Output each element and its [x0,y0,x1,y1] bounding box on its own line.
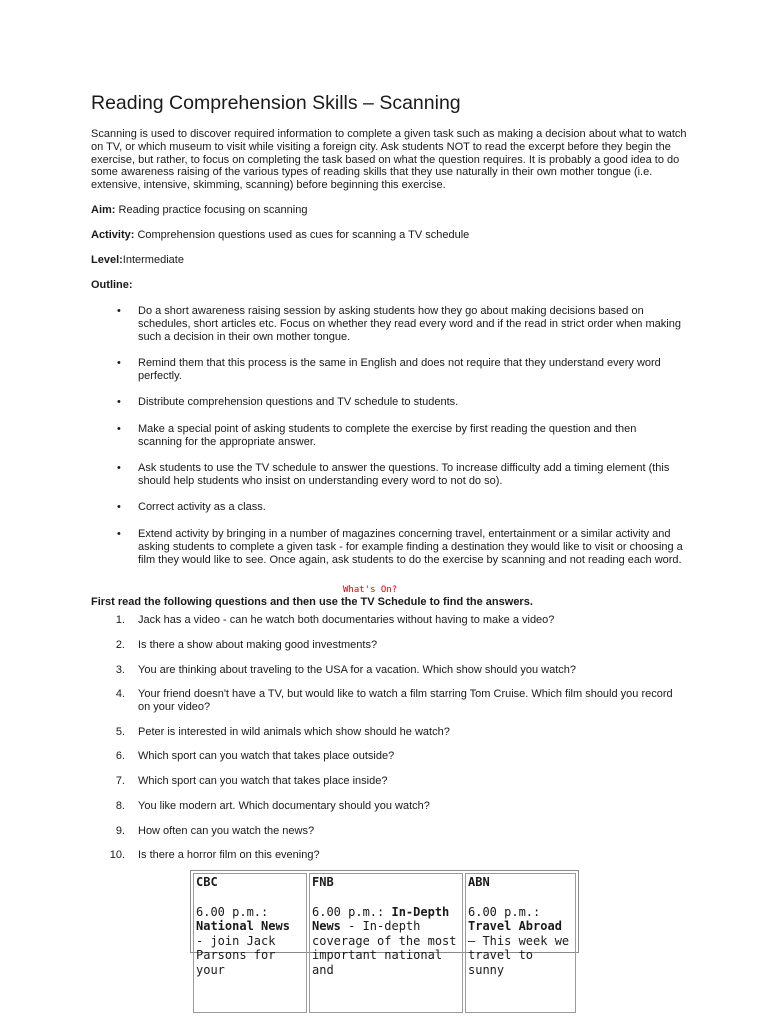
question-number: 3. [115,664,125,676]
show-title: National News [196,919,290,934]
level-label: Level: [91,254,123,266]
outline-bullet: Ask students to use the TV schedule to answer the questions. To increase difficulty add a timing element (this should help students who insist on understanding every word to not do so). [138,462,670,487]
aim-line [91,204,307,216]
schedule-column-abn [465,873,576,1013]
schedule-column-cbc [193,873,307,1013]
level-value: Intermediate [122,254,184,266]
question-text: Is there a show about making good investments? [138,639,378,651]
show-time: 6.00 p.m.: [196,904,269,919]
show-time: 6.00 p.m.: [468,904,541,919]
show-time: 6.00 p.m.: [312,904,392,919]
question-text: You like modern art. Which documentary should you watch? [138,800,430,812]
intro-paragraph: Scanning is used to discover required information to complete a given task such as making a decision about what to watch on TV, or which museum to visit while visiting a foreign city. Ask students NOT to read the excerpt before they begin the exercise, but rather, to focus on completing the task based on what the question requires. It is probably a good idea to do some awareness raising of the various types of reading skills that they use naturally in their own mother tongue (i.e. extensive, intensive, skimming, scanning) before beginning this exercise. [91,128,687,192]
show-title: In-Depth News [312,904,450,934]
outline-bullet: Do a short awareness raising session by asking students how they go about making decisions based on schedules, short articles etc. Focus on whether they read every word and if the read in strict order when making such a decision in their own mother tongue. [138,305,681,343]
question-number: 8. [115,800,125,812]
activity-label: Activity: [91,229,135,241]
question-text: Jack has a video - can he watch both documentaries without having to make a video? [138,614,555,626]
tv-schedule-table [190,870,579,977]
show-description: - join Jack Parsons for your [196,933,276,977]
outline-bullet: Make a special point of asking students to complete the exercise by first reading the question and then scanning for the appropriate answer. [138,423,637,448]
outline-bullet: Correct activity as a class. [138,501,266,513]
outline-heading [91,279,133,291]
channel-name: FNB [312,875,334,889]
outline-bullet: Extend activity by bringing in a number of magazines concerning travel, entertainment or a similar activity and asking students to complete a given task - for example finding a destination they would like to visit or choosing a film they would like to see. Once again, ask students to do the exercise by scanning and not reading each word. [138,528,683,566]
outline-bullet: Remind them that this process is the same in English and does not require that they understand every word perfectly. [138,357,661,382]
bullet-marker: • [117,501,121,513]
schedule-column-fnb [309,873,463,1013]
question-number: 10. [109,849,125,861]
question-text: Which sport can you watch that takes place inside? [138,775,388,787]
question-text: Is there a horror film on this evening? [138,849,320,861]
question-number: 4. [115,688,125,700]
whats-on-heading: What's On? [343,585,398,595]
question-number: 5. [115,726,125,738]
activity-line [91,229,469,241]
show-description: - In-depth coverage of the most important national and [312,919,457,977]
question-text: How often can you watch the news? [138,825,315,837]
question-number: 2. [115,639,125,651]
instruction-line: First read the following questions and then use the TV Schedule to find the answers. [91,596,533,608]
question-number: 1. [115,614,125,626]
bullet-marker: • [117,305,121,317]
bullet-marker: • [117,528,121,540]
question-text: Your friend doesn't have a TV, but would like to watch a film starring Tom Cruise. Which film should you record on your video? [138,688,673,713]
outline-bullet: Distribute comprehension questions and TV schedule to students. [138,396,459,408]
aim-label: Aim: [91,204,116,216]
activity-value: Comprehension questions used as cues for scanning a TV schedule [134,229,470,241]
bullet-marker: • [117,396,121,408]
bullet-marker: • [117,462,121,474]
page-title: Reading Comprehension Skills – Scanning [91,92,461,114]
question-number: 9. [115,825,125,837]
question-text: You are thinking about traveling to the USA for a vacation. Which show should you watch? [138,664,577,676]
level-line [91,254,184,266]
show-title: Travel Abroad [468,919,562,934]
channel-name: CBC [196,875,218,889]
bullet-marker: • [117,423,121,435]
question-text: Which sport can you watch that takes place outside? [138,750,395,762]
channel-name: ABN [468,875,490,889]
question-text: Peter is interested in wild animals which show should he watch? [138,726,450,738]
aim-value: Reading practice focusing on scanning [115,204,308,216]
bullet-marker: • [117,357,121,369]
question-number: 7. [115,775,125,787]
outline-label: Outline: [91,279,133,291]
question-number: 6. [115,750,125,762]
show-description: – This week we travel to sunny [468,933,570,977]
